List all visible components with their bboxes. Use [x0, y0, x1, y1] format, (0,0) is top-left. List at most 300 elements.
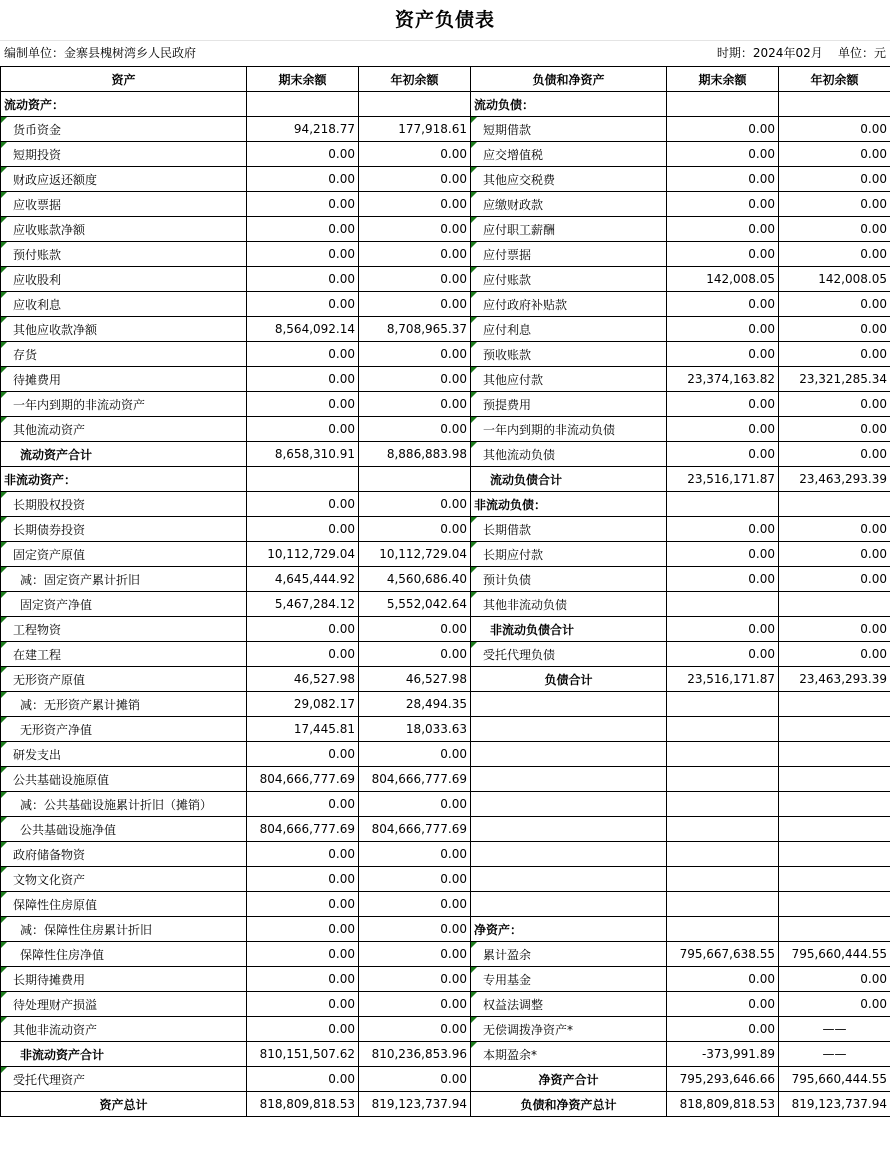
- liability-beginning-balance: 0.00: [779, 117, 890, 142]
- liability-beginning-balance: [779, 892, 890, 917]
- asset-label: 货币资金: [1, 117, 247, 142]
- liability-ending-balance: [667, 767, 779, 792]
- liability-label: 其他非流动负债: [471, 592, 667, 617]
- asset-label: 应收账款净额: [1, 217, 247, 242]
- asset-ending-balance: 0.00: [247, 617, 359, 642]
- liability-ending-balance: [667, 742, 779, 767]
- header-liabilities: 负债和净资产: [471, 67, 667, 92]
- liability-label: [471, 767, 667, 792]
- liability-beginning-balance: [779, 592, 890, 617]
- liability-ending-balance: 0.00: [667, 342, 779, 367]
- liability-label: [471, 717, 667, 742]
- asset-ending-balance: 0.00: [247, 842, 359, 867]
- liability-ending-balance: 142,008.05: [667, 267, 779, 292]
- asset-beginning-balance: 0.00: [359, 242, 471, 267]
- liability-label: 负债和净资产总计: [471, 1092, 667, 1117]
- liability-label: 预提费用: [471, 392, 667, 417]
- liability-ending-balance: 0.00: [667, 567, 779, 592]
- asset-ending-balance: 0.00: [247, 242, 359, 267]
- table-row: [1, 942, 890, 967]
- asset-beginning-balance: 18,033.63: [359, 717, 471, 742]
- liability-beginning-balance: 0.00: [779, 342, 890, 367]
- asset-ending-balance: 17,445.81: [247, 717, 359, 742]
- liability-label: 预收账款: [471, 342, 667, 367]
- liability-ending-balance: 795,293,646.66: [667, 1067, 779, 1092]
- liability-ending-balance: 0.00: [667, 967, 779, 992]
- liability-label: 预计负债: [471, 567, 667, 592]
- liability-ending-balance: 0.00: [667, 992, 779, 1017]
- asset-label: 无形资产原值: [1, 667, 247, 692]
- asset-beginning-balance: 0.00: [359, 392, 471, 417]
- asset-beginning-balance: 0.00: [359, 417, 471, 442]
- table-row: [1, 992, 890, 1017]
- asset-beginning-balance: 0.00: [359, 842, 471, 867]
- asset-ending-balance: 0.00: [247, 142, 359, 167]
- asset-label: 工程物资: [1, 617, 247, 642]
- liability-label: 应付票据: [471, 242, 667, 267]
- table-row: [1, 342, 890, 367]
- report-title: 资产负债表: [394, 9, 495, 31]
- asset-ending-balance: 804,666,777.69: [247, 767, 359, 792]
- asset-beginning-balance: [359, 467, 471, 492]
- liability-ending-balance: 0.00: [667, 292, 779, 317]
- asset-beginning-balance: 0.00: [359, 617, 471, 642]
- asset-ending-balance: 0.00: [247, 942, 359, 967]
- liability-ending-balance: 818,809,818.53: [667, 1092, 779, 1117]
- table-row: [1, 592, 890, 617]
- header-assets: 资产: [1, 67, 247, 92]
- liability-beginning-balance: 0.00: [779, 992, 890, 1017]
- asset-beginning-balance: 0.00: [359, 517, 471, 542]
- asset-beginning-balance: 0.00: [359, 142, 471, 167]
- liability-ending-balance: 23,516,171.87: [667, 667, 779, 692]
- asset-label: 应收利息: [1, 292, 247, 317]
- liability-ending-balance: 0.00: [667, 542, 779, 567]
- liability-ending-balance: 0.00: [667, 167, 779, 192]
- liability-beginning-balance: 0.00: [779, 517, 890, 542]
- asset-ending-balance: 29,082.17: [247, 692, 359, 717]
- asset-label: 文物文化资产: [1, 867, 247, 892]
- table-row: [1, 642, 890, 667]
- liability-ending-balance: [667, 817, 779, 842]
- liability-ending-balance: [667, 692, 779, 717]
- table-row: [1, 1042, 890, 1067]
- asset-label: 非流动资产合计: [1, 1042, 247, 1067]
- table-row: [1, 467, 890, 492]
- liability-beginning-balance: 819,123,737.94: [779, 1092, 890, 1117]
- table-row: [1, 267, 890, 292]
- liability-label: 其他应交税费: [471, 167, 667, 192]
- liability-label: 无偿调拨净资产*: [471, 1017, 667, 1042]
- table-row: [1, 517, 890, 542]
- liability-beginning-balance: 0.00: [779, 317, 890, 342]
- asset-ending-balance: 5,467,284.12: [247, 592, 359, 617]
- liability-label: 应付政府补贴款: [471, 292, 667, 317]
- asset-ending-balance: 0.00: [247, 992, 359, 1017]
- liability-beginning-balance: 23,463,293.39: [779, 467, 890, 492]
- table-row: [1, 842, 890, 867]
- liability-label: 本期盈余*: [471, 1042, 667, 1067]
- period-and-unit: [717, 41, 886, 66]
- asset-label: 固定资产原值: [1, 542, 247, 567]
- asset-label: 资产总计: [1, 1092, 247, 1117]
- asset-ending-balance: 8,564,092.14: [247, 317, 359, 342]
- liability-ending-balance: [667, 917, 779, 942]
- liability-label: [471, 867, 667, 892]
- asset-beginning-balance: 0.00: [359, 792, 471, 817]
- liability-beginning-balance: [779, 792, 890, 817]
- header-assets-beginning: 年初余额: [359, 67, 471, 92]
- liability-beginning-balance: [779, 842, 890, 867]
- liability-beginning-balance: [779, 917, 890, 942]
- table-row: [1, 167, 890, 192]
- liability-beginning-balance: [779, 817, 890, 842]
- table-row: [1, 117, 890, 142]
- asset-ending-balance: 818,809,818.53: [247, 1092, 359, 1117]
- liability-beginning-balance: 0.00: [779, 292, 890, 317]
- asset-label: 其他流动资产: [1, 417, 247, 442]
- asset-beginning-balance: 46,527.98: [359, 667, 471, 692]
- asset-ending-balance: [247, 467, 359, 492]
- asset-beginning-balance: 0.00: [359, 742, 471, 767]
- liability-beginning-balance: 0.00: [779, 242, 890, 267]
- asset-ending-balance: 0.00: [247, 292, 359, 317]
- asset-label: 流动资产：: [1, 92, 247, 117]
- asset-label: 长期待摊费用: [1, 967, 247, 992]
- asset-ending-balance: [247, 92, 359, 117]
- liability-beginning-balance: [779, 692, 890, 717]
- header-liabilities-beginning: 年初余额: [779, 67, 890, 92]
- asset-beginning-balance: 0.00: [359, 967, 471, 992]
- liability-ending-balance: 0.00: [667, 142, 779, 167]
- table-row: [1, 917, 890, 942]
- liability-beginning-balance: 0.00: [779, 417, 890, 442]
- asset-beginning-balance: 0.00: [359, 167, 471, 192]
- asset-label: 待处理财产损溢: [1, 992, 247, 1017]
- asset-beginning-balance: 819,123,737.94: [359, 1092, 471, 1117]
- asset-ending-balance: 0.00: [247, 167, 359, 192]
- liability-ending-balance: 0.00: [667, 117, 779, 142]
- asset-beginning-balance: 804,666,777.69: [359, 767, 471, 792]
- liability-label: 应付利息: [471, 317, 667, 342]
- asset-ending-balance: 0.00: [247, 967, 359, 992]
- asset-label: 政府储备物资: [1, 842, 247, 867]
- liability-beginning-balance: 0.00: [779, 967, 890, 992]
- liability-beginning-balance: 23,463,293.39: [779, 667, 890, 692]
- asset-ending-balance: 0.00: [247, 192, 359, 217]
- asset-label: 短期投资: [1, 142, 247, 167]
- liability-ending-balance: 0.00: [667, 442, 779, 467]
- liability-ending-balance: [667, 592, 779, 617]
- liability-beginning-balance: 0.00: [779, 167, 890, 192]
- asset-beginning-balance: 0.00: [359, 917, 471, 942]
- asset-ending-balance: 4,645,444.92: [247, 567, 359, 592]
- reporting-entity: 编制单位：金寨县槐树湾乡人民政府: [4, 46, 197, 60]
- liability-label: 专用基金: [471, 967, 667, 992]
- table-row: [1, 1017, 890, 1042]
- liability-label: 应缴财政款: [471, 192, 667, 217]
- table-row: [1, 317, 890, 342]
- asset-beginning-balance: 810,236,853.96: [359, 1042, 471, 1067]
- asset-ending-balance: 0.00: [247, 417, 359, 442]
- asset-ending-balance: 0.00: [247, 342, 359, 367]
- liability-label: 流动负债合计: [471, 467, 667, 492]
- table-row: [1, 667, 890, 692]
- asset-label: 受托代理资产: [1, 1067, 247, 1092]
- asset-label: 固定资产净值: [1, 592, 247, 617]
- asset-ending-balance: 0.00: [247, 367, 359, 392]
- asset-label: 公共基础设施原值: [1, 767, 247, 792]
- liability-label: 净资产：: [471, 917, 667, 942]
- liability-ending-balance: [667, 842, 779, 867]
- liability-label: 其他流动负债: [471, 442, 667, 467]
- liability-label: 应付职工薪酬: [471, 217, 667, 242]
- liability-beginning-balance: [779, 717, 890, 742]
- balance-sheet-table: [0, 66, 890, 1117]
- asset-label: 财政应返还额度: [1, 167, 247, 192]
- asset-ending-balance: 0.00: [247, 392, 359, 417]
- liability-label: 应付账款: [471, 267, 667, 292]
- liability-label: 负债合计: [471, 667, 667, 692]
- liability-beginning-balance: [779, 742, 890, 767]
- asset-ending-balance: 0.00: [247, 867, 359, 892]
- liability-ending-balance: 0.00: [667, 417, 779, 442]
- table-row: [1, 442, 890, 467]
- asset-label: 保障性住房净值: [1, 942, 247, 967]
- table-row: [1, 867, 890, 892]
- liability-label: 受托代理负债: [471, 642, 667, 667]
- asset-beginning-balance: 28,494.35: [359, 692, 471, 717]
- asset-ending-balance: 804,666,777.69: [247, 817, 359, 842]
- liability-beginning-balance: 0.00: [779, 217, 890, 242]
- asset-beginning-balance: 4,560,686.40: [359, 567, 471, 592]
- liability-ending-balance: 795,667,638.55: [667, 942, 779, 967]
- asset-beginning-balance: 10,112,729.04: [359, 542, 471, 567]
- asset-label: 无形资产净值: [1, 717, 247, 742]
- liability-label: [471, 692, 667, 717]
- liability-beginning-balance: [779, 767, 890, 792]
- table-row: [1, 1092, 890, 1117]
- asset-beginning-balance: 0.00: [359, 292, 471, 317]
- asset-ending-balance: 0.00: [247, 642, 359, 667]
- table-row: [1, 792, 890, 817]
- table-row: [1, 617, 890, 642]
- asset-label: 流动资产合计: [1, 442, 247, 467]
- asset-beginning-balance: 0.00: [359, 367, 471, 392]
- liability-beginning-balance: 0.00: [779, 617, 890, 642]
- table-row: [1, 217, 890, 242]
- asset-label: 其他应收款净额: [1, 317, 247, 342]
- asset-beginning-balance: 804,666,777.69: [359, 817, 471, 842]
- asset-beginning-balance: 0.00: [359, 492, 471, 517]
- asset-beginning-balance: 0.00: [359, 1017, 471, 1042]
- liability-ending-balance: 0.00: [667, 392, 779, 417]
- asset-ending-balance: 10,112,729.04: [247, 542, 359, 567]
- asset-beginning-balance: 177,918.61: [359, 117, 471, 142]
- asset-beginning-balance: 0.00: [359, 892, 471, 917]
- table-row: [1, 742, 890, 767]
- liability-beginning-balance: 142,008.05: [779, 267, 890, 292]
- liability-beginning-balance: [779, 492, 890, 517]
- liability-beginning-balance: ——: [779, 1017, 890, 1042]
- asset-beginning-balance: [359, 92, 471, 117]
- header-assets-ending: 期末余额: [247, 67, 359, 92]
- asset-label: 长期股权投资: [1, 492, 247, 517]
- asset-beginning-balance: 8,708,965.37: [359, 317, 471, 342]
- liability-beginning-balance: [779, 92, 890, 117]
- asset-ending-balance: 0.00: [247, 517, 359, 542]
- table-row: [1, 392, 890, 417]
- liability-ending-balance: 23,374,163.82: [667, 367, 779, 392]
- liability-ending-balance: 0.00: [667, 617, 779, 642]
- asset-label: 研发支出: [1, 742, 247, 767]
- liability-ending-balance: 0.00: [667, 1017, 779, 1042]
- liability-ending-balance: 0.00: [667, 217, 779, 242]
- liability-label: 净资产合计: [471, 1067, 667, 1092]
- table-row: [1, 767, 890, 792]
- table-row: [1, 892, 890, 917]
- liability-beginning-balance: 0.00: [779, 392, 890, 417]
- report-period: 时期：2024年02月: [716, 46, 823, 60]
- liability-label: [471, 742, 667, 767]
- asset-label: 应收股利: [1, 267, 247, 292]
- asset-ending-balance: 0.00: [247, 892, 359, 917]
- asset-label: 非流动资产：: [1, 467, 247, 492]
- asset-label: 减：公共基础设施累计折旧（摊销）: [1, 792, 247, 817]
- asset-label: 长期债券投资: [1, 517, 247, 542]
- asset-ending-balance: 0.00: [247, 742, 359, 767]
- liability-label: [471, 817, 667, 842]
- table-row: [1, 717, 890, 742]
- asset-ending-balance: 8,658,310.91: [247, 442, 359, 467]
- liability-ending-balance: [667, 492, 779, 517]
- liability-ending-balance: 0.00: [667, 642, 779, 667]
- asset-ending-balance: 0.00: [247, 267, 359, 292]
- liability-label: [471, 892, 667, 917]
- asset-beginning-balance: 8,886,883.98: [359, 442, 471, 467]
- table-row: [1, 1067, 890, 1092]
- asset-ending-balance: 0.00: [247, 917, 359, 942]
- asset-beginning-balance: 0.00: [359, 217, 471, 242]
- asset-label: 待摊费用: [1, 367, 247, 392]
- asset-label: 在建工程: [1, 642, 247, 667]
- asset-ending-balance: 46,527.98: [247, 667, 359, 692]
- asset-label: 保障性住房原值: [1, 892, 247, 917]
- liability-beginning-balance: [779, 867, 890, 892]
- liability-ending-balance: -373,991.89: [667, 1042, 779, 1067]
- liability-ending-balance: 0.00: [667, 517, 779, 542]
- liability-label: 非流动负债：: [471, 492, 667, 517]
- table-row: [1, 492, 890, 517]
- liability-beginning-balance: 795,660,444.55: [779, 942, 890, 967]
- table-row: [1, 567, 890, 592]
- report-meta: [0, 40, 890, 66]
- liability-beginning-balance: 0.00: [779, 567, 890, 592]
- asset-label: 减：保障性住房累计折旧: [1, 917, 247, 942]
- liability-ending-balance: 0.00: [667, 192, 779, 217]
- asset-ending-balance: 0.00: [247, 492, 359, 517]
- liability-beginning-balance: 23,321,285.34: [779, 367, 890, 392]
- liability-beginning-balance: 795,660,444.55: [779, 1067, 890, 1092]
- liability-label: 一年内到期的非流动负债: [471, 417, 667, 442]
- asset-ending-balance: 0.00: [247, 217, 359, 242]
- asset-beginning-balance: 0.00: [359, 1067, 471, 1092]
- asset-label: 公共基础设施净值: [1, 817, 247, 842]
- liability-ending-balance: [667, 717, 779, 742]
- liability-label: [471, 792, 667, 817]
- liability-beginning-balance: 0.00: [779, 442, 890, 467]
- asset-beginning-balance: 0.00: [359, 267, 471, 292]
- liability-label: 短期借款: [471, 117, 667, 142]
- asset-label: 一年内到期的非流动资产: [1, 392, 247, 417]
- liability-ending-balance: [667, 867, 779, 892]
- liability-label: 应交增值税: [471, 142, 667, 167]
- table-row: [1, 542, 890, 567]
- asset-beginning-balance: 0.00: [359, 867, 471, 892]
- asset-ending-balance: 94,218.77: [247, 117, 359, 142]
- asset-label: 其他非流动资产: [1, 1017, 247, 1042]
- table-row: [1, 417, 890, 442]
- table-row: [1, 142, 890, 167]
- table-row: [1, 967, 890, 992]
- asset-label: 减：无形资产累计摊销: [1, 692, 247, 717]
- liability-ending-balance: 0.00: [667, 242, 779, 267]
- asset-beginning-balance: 0.00: [359, 642, 471, 667]
- liability-ending-balance: 0.00: [667, 317, 779, 342]
- asset-beginning-balance: 0.00: [359, 192, 471, 217]
- liability-ending-balance: [667, 92, 779, 117]
- liability-beginning-balance: 0.00: [779, 642, 890, 667]
- table-header-row: [1, 67, 890, 92]
- currency-unit: 单位：元: [837, 46, 886, 60]
- asset-beginning-balance: 5,552,042.64: [359, 592, 471, 617]
- liability-label: 其他应付款: [471, 367, 667, 392]
- asset-beginning-balance: 0.00: [359, 992, 471, 1017]
- table-row: [1, 367, 890, 392]
- liability-ending-balance: [667, 892, 779, 917]
- liability-label: 权益法调整: [471, 992, 667, 1017]
- liability-label: 非流动负债合计: [471, 617, 667, 642]
- asset-ending-balance: 0.00: [247, 1067, 359, 1092]
- liability-ending-balance: 23,516,171.87: [667, 467, 779, 492]
- asset-label: 应收票据: [1, 192, 247, 217]
- asset-beginning-balance: 0.00: [359, 942, 471, 967]
- table-row: [1, 92, 890, 117]
- table-row: [1, 242, 890, 267]
- asset-ending-balance: 0.00: [247, 792, 359, 817]
- asset-ending-balance: 0.00: [247, 1017, 359, 1042]
- table-row: [1, 817, 890, 842]
- liability-label: 累计盈余: [471, 942, 667, 967]
- liability-label: 流动负债：: [471, 92, 667, 117]
- liability-beginning-balance: ——: [779, 1042, 890, 1067]
- asset-beginning-balance: 0.00: [359, 342, 471, 367]
- table-row: [1, 292, 890, 317]
- table-row: [1, 692, 890, 717]
- liability-ending-balance: [667, 792, 779, 817]
- liability-label: [471, 842, 667, 867]
- asset-label: 存货: [1, 342, 247, 367]
- liability-label: 长期应付款: [471, 542, 667, 567]
- asset-ending-balance: 810,151,507.62: [247, 1042, 359, 1067]
- liability-beginning-balance: 0.00: [779, 542, 890, 567]
- liability-beginning-balance: 0.00: [779, 142, 890, 167]
- header-liabilities-ending: 期末余额: [667, 67, 779, 92]
- table-row: [1, 192, 890, 217]
- asset-label: 预付账款: [1, 242, 247, 267]
- liability-beginning-balance: 0.00: [779, 192, 890, 217]
- liability-label: 长期借款: [471, 517, 667, 542]
